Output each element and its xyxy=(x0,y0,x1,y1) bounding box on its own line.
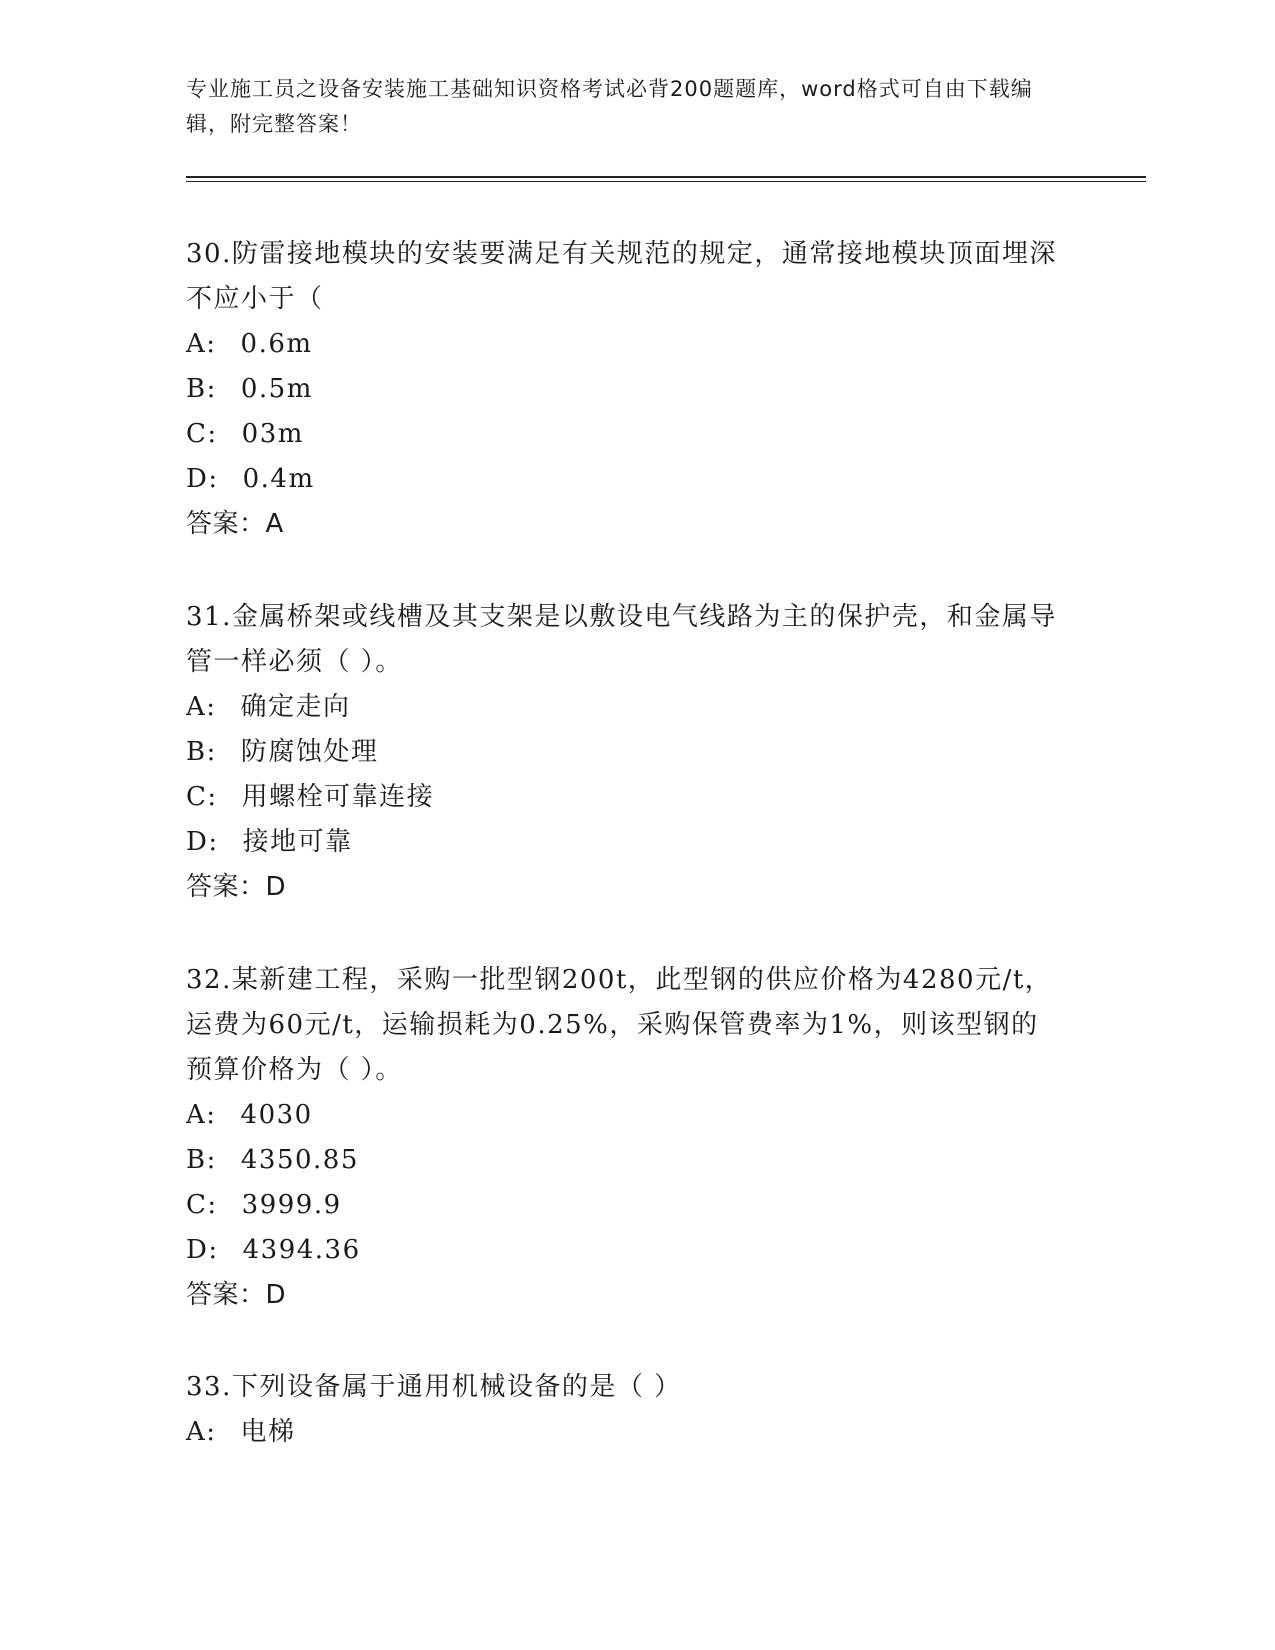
option-key: A: xyxy=(186,692,217,722)
option-key: D: xyxy=(186,1235,219,1265)
option-b xyxy=(186,1138,1066,1183)
option-key: A: xyxy=(186,1100,217,1130)
option-text: 0.4m xyxy=(242,464,315,494)
option-a xyxy=(186,1410,1066,1455)
option-key: B: xyxy=(186,1145,217,1175)
option-text: 0.5m xyxy=(240,374,313,404)
document-header: 专业施工员之设备安装施工基础知识资格考试必背200题题库，word格式可自由下载编辑，附完整答案！ xyxy=(186,77,1033,136)
question-32 xyxy=(186,958,1066,1318)
option-b xyxy=(186,367,1066,412)
question-stem: 30.防雷接地模块的安装要满足有关规范的规定，通常接地模块顶面埋深不应小于（ xyxy=(186,239,1057,314)
option-c xyxy=(186,775,1066,820)
option-text: 4030 xyxy=(240,1100,313,1130)
option-text: 用螺栓可靠连接 xyxy=(241,782,435,812)
option-text: 电梯 xyxy=(240,1417,296,1447)
option-key: B: xyxy=(186,374,217,404)
option-c xyxy=(186,412,1066,457)
option-text: 03m xyxy=(241,419,304,449)
question-31 xyxy=(186,595,1066,910)
option-a xyxy=(186,1093,1066,1138)
question-stem: 32.某新建工程，采购一批型钢200t，此型钢的供应价格为4280元/t，运费为60元/t，运输损耗为0.25%，采购保管费率为1%，则该型钢的预算价格为（ ）。 xyxy=(186,965,1053,1085)
option-a xyxy=(186,322,1066,367)
question-stem: 31.金属桥架或线槽及其支架是以敷设电气线路为主的保护壳，和金属导管一样必须（ ）。 xyxy=(186,602,1057,677)
option-key: C: xyxy=(186,1190,218,1220)
option-text: 3999.9 xyxy=(241,1190,342,1220)
option-d xyxy=(186,820,1066,865)
answer-line: 答案：D xyxy=(186,872,287,902)
option-text: 4350.85 xyxy=(240,1145,359,1175)
header-divider-thick xyxy=(186,176,1146,178)
header-divider-thin xyxy=(186,181,1146,182)
option-key: A: xyxy=(186,329,217,359)
option-d xyxy=(186,457,1066,502)
option-key: B: xyxy=(186,737,217,767)
answer-line: 答案：A xyxy=(186,509,284,539)
question-33 xyxy=(186,1365,1066,1455)
option-text: 防腐蚀处理 xyxy=(240,737,379,767)
question-stem: 33.下列设备属于通用机械设备的是（ ） xyxy=(186,1372,682,1402)
option-text: 接地可靠 xyxy=(242,827,353,857)
option-key: D: xyxy=(186,464,219,494)
option-text: 4394.36 xyxy=(242,1235,361,1265)
option-key: C: xyxy=(186,782,218,812)
option-a xyxy=(186,685,1066,730)
option-key: A: xyxy=(186,1417,217,1447)
option-key: D: xyxy=(186,827,219,857)
option-d xyxy=(186,1228,1066,1273)
option-text: 0.6m xyxy=(240,329,313,359)
question-30 xyxy=(186,232,1066,547)
option-c xyxy=(186,1183,1066,1228)
option-text: 确定走向 xyxy=(240,692,351,722)
answer-line: 答案：D xyxy=(186,1280,287,1310)
option-key: C: xyxy=(186,419,218,449)
option-b xyxy=(186,730,1066,775)
